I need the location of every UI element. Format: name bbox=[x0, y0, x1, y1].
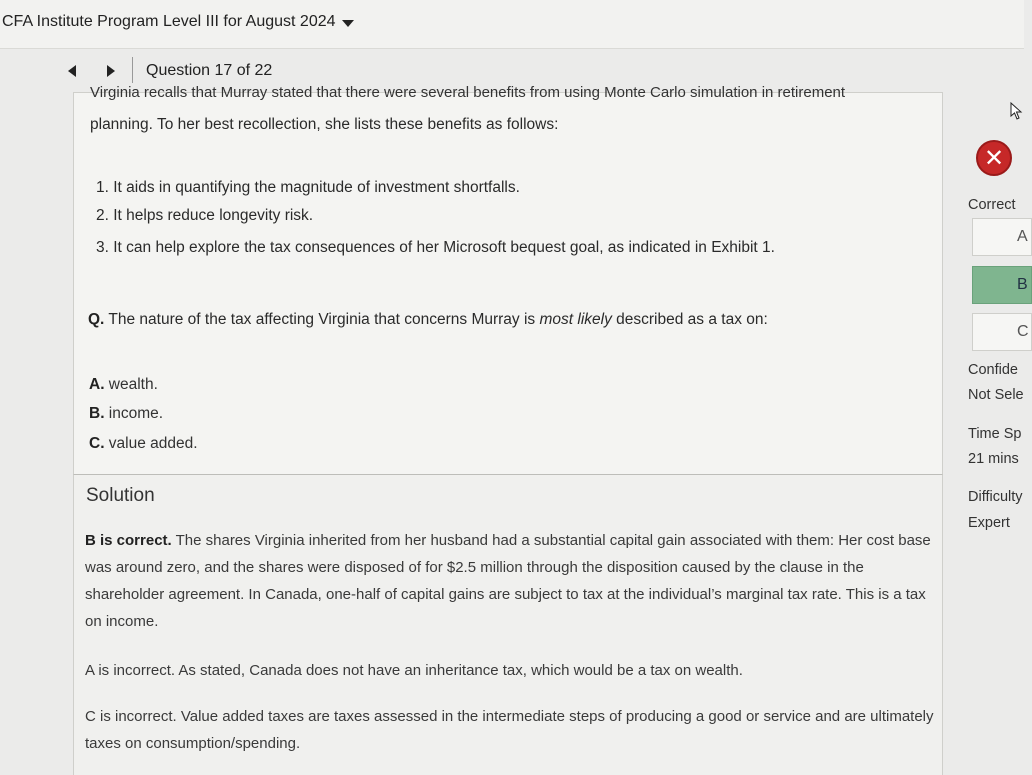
previous-arrow-icon[interactable] bbox=[68, 65, 76, 77]
option-text: wealth. bbox=[104, 376, 158, 393]
program-title: CFA Institute Program Level III for August 2024 bbox=[2, 13, 336, 30]
question-intro: planning. To her best recollection, she lists these benefits as follows: bbox=[90, 116, 559, 133]
top-bar bbox=[0, 0, 1024, 49]
correct-answer-text: The shares Virginia inherited from her husband had a substantial capital gain associated with them: Her cost base was around zero, and the shares were disposed of for $2.5 million through the disposition caused by the clause in the shareholder agreement. In Canada, one-half of capital gains are subject to tax at the individual’s marginal tax rate. This is a tax on income. bbox=[85, 532, 931, 630]
option-letter: C. bbox=[89, 435, 105, 452]
answer-choice-c[interactable]: C bbox=[972, 313, 1032, 351]
question-prompt-text: The nature of the tax affecting Virginia that concerns Murray is bbox=[104, 311, 540, 328]
option-text: income. bbox=[104, 405, 164, 422]
solution-panel bbox=[73, 474, 943, 775]
question-panel bbox=[73, 84, 943, 476]
option-letter: A. bbox=[89, 376, 105, 393]
question-counter: Question 17 of 22 bbox=[146, 62, 273, 79]
time-spent-value: 21 mins bbox=[968, 451, 1019, 467]
solution-c-explanation: C is incorrect. Value added taxes are taxes assessed in the intermediate steps of producing a good or service and are ultimately taxes on consumption/spending. bbox=[85, 708, 934, 752]
correct-label: Correct bbox=[968, 197, 1016, 213]
solution-title: Solution bbox=[86, 485, 155, 506]
question-prompt bbox=[88, 311, 768, 329]
x-icon: ✕ bbox=[976, 140, 1012, 176]
benefit-item: 2. It helps reduce longevity risk. bbox=[96, 207, 314, 224]
question-cutoff-line: Virginia recalls that Murray stated that there were several benefits from using Monte Carlo simulation in retirement bbox=[90, 84, 846, 101]
mouse-pointer-icon bbox=[1010, 102, 1024, 120]
correct-answer-lead: B is correct. bbox=[85, 532, 172, 549]
time-spent-label: Time Sp bbox=[968, 426, 1022, 442]
confidence-label: Confide bbox=[968, 362, 1018, 378]
answer-option-b[interactable] bbox=[89, 405, 163, 423]
difficulty-label: Difficulty bbox=[968, 489, 1023, 505]
solution-a-explanation: A is incorrect. As stated, Canada does not have an inheritance tax, which would be a tax on wealth. bbox=[85, 662, 743, 679]
nav-divider bbox=[132, 57, 133, 83]
program-selector[interactable] bbox=[2, 13, 354, 31]
confidence-value: Not Sele bbox=[968, 387, 1024, 403]
benefit-item: 1. It aids in quantifying the magnitude of investment shortfalls. bbox=[96, 179, 520, 196]
caret-down-icon bbox=[342, 20, 354, 27]
answer-option-a[interactable] bbox=[89, 376, 158, 394]
benefit-item: 3. It can help explore the tax consequences of her Microsoft bequest goal, as indicated in Exhibit 1. bbox=[96, 239, 775, 256]
difficulty-value: Expert bbox=[968, 515, 1010, 531]
option-text: value added. bbox=[104, 435, 198, 452]
question-emphasis: most likely bbox=[539, 311, 612, 328]
question-label: Q. bbox=[88, 311, 105, 328]
solution-correct-explanation bbox=[85, 527, 935, 635]
answer-option-c[interactable] bbox=[89, 435, 198, 453]
option-letter: B. bbox=[89, 405, 105, 422]
question-prompt-end: described as a tax on: bbox=[611, 311, 768, 328]
answer-choice-a[interactable]: A bbox=[972, 218, 1032, 256]
next-arrow-icon[interactable] bbox=[107, 65, 115, 77]
answer-choice-b[interactable]: B bbox=[972, 266, 1032, 304]
